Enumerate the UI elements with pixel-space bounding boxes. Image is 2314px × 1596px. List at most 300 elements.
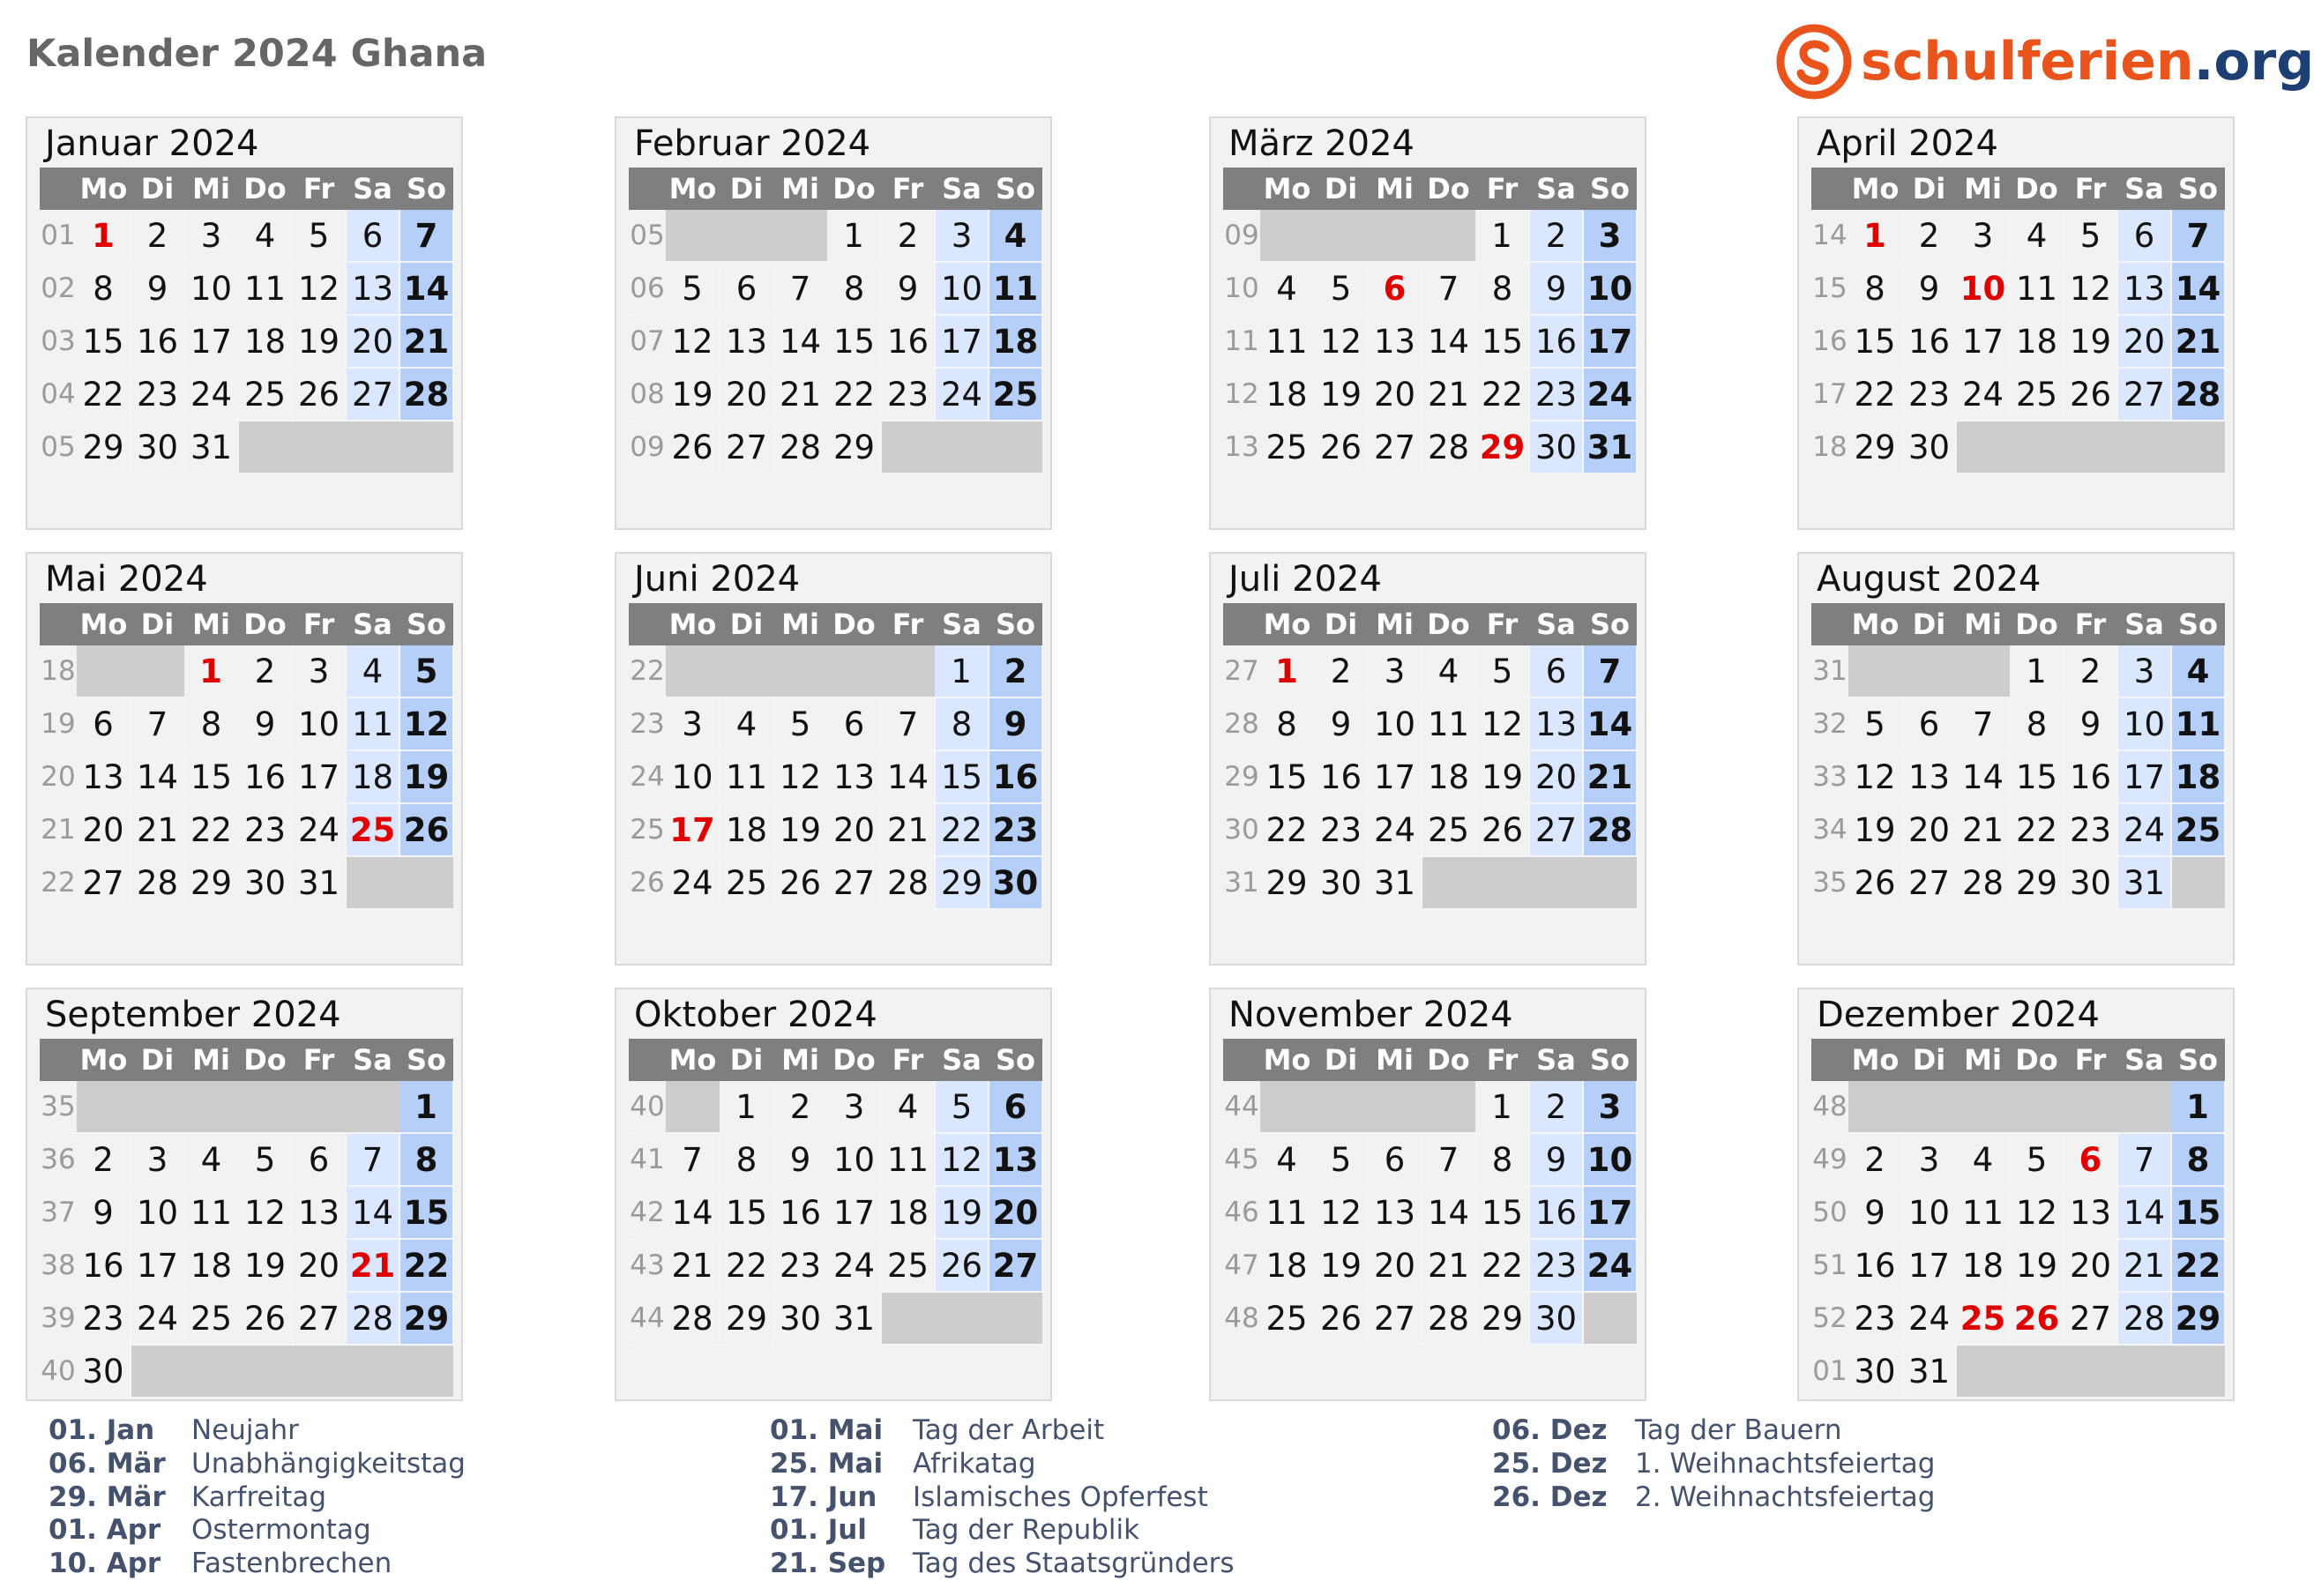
day-cell: 29 — [184, 856, 238, 909]
day-cell: 20 — [989, 1186, 1042, 1239]
empty-cell — [935, 1292, 989, 1345]
day-cell: 29 — [2171, 1292, 2225, 1345]
empty-cell — [1956, 1081, 2010, 1133]
month-title: März 2024 — [1228, 123, 1415, 164]
day-cell: 10 — [666, 750, 720, 803]
weekday-header: Do — [2010, 1039, 2064, 1081]
day-cell: 31 — [2117, 856, 2171, 909]
weekday-header: Do — [827, 168, 881, 210]
day-cell: 19 — [238, 1239, 292, 1292]
week-number: 47 — [1223, 1239, 1260, 1292]
day-cell: 28 — [1583, 803, 1637, 856]
empty-cell — [184, 1081, 238, 1133]
holiday-entry — [49, 1414, 466, 1448]
week-row — [1223, 803, 1637, 856]
week-row — [1223, 210, 1637, 262]
day-cell: 15 — [184, 750, 238, 803]
day-cell: 10 — [1583, 1133, 1637, 1186]
day-cell: 8 — [935, 697, 989, 750]
day-cell: 14 — [1956, 750, 2010, 803]
week-row — [1811, 645, 2225, 697]
week-row — [1811, 210, 2225, 262]
day-cell: 13 — [827, 750, 881, 803]
holiday-day-cell: 6 — [1368, 262, 1422, 315]
day-cell: 16 — [131, 315, 184, 368]
weekday-header: Do — [1422, 603, 1475, 645]
week-number: 48 — [1811, 1081, 1848, 1133]
weekday-header: Di — [131, 1039, 184, 1081]
weekday-header: Di — [131, 168, 184, 210]
day-cell: 25 — [989, 368, 1042, 421]
week-number: 23 — [629, 697, 666, 750]
month-calendar — [1797, 552, 2235, 966]
week-row — [1223, 474, 1637, 526]
empty-cell — [666, 1081, 720, 1133]
weekday-header: Mi — [773, 603, 827, 645]
blank-row — [629, 909, 1042, 961]
week-number: 36 — [40, 1133, 77, 1186]
weekday-header: Mi — [1368, 1039, 1422, 1081]
day-cell: 30 — [238, 856, 292, 909]
week-row — [1811, 315, 2225, 368]
day-cell: 16 — [1902, 315, 1956, 368]
day-cell: 13 — [1902, 750, 1956, 803]
week-row — [40, 262, 453, 315]
day-cell: 13 — [1529, 697, 1583, 750]
day-cell: 27 — [989, 1239, 1042, 1292]
weekday-header: Do — [827, 1039, 881, 1081]
day-cell: 15 — [720, 1186, 773, 1239]
day-cell: 24 — [184, 368, 238, 421]
week-row — [629, 368, 1042, 421]
day-cell: 16 — [2064, 750, 2117, 803]
holiday-day-cell: 1 — [184, 645, 238, 697]
month-grid — [629, 1039, 1043, 1397]
week-row — [40, 803, 453, 856]
day-cell: 11 — [184, 1186, 238, 1239]
month-calendar — [1209, 988, 1646, 1401]
day-cell: 11 — [346, 697, 399, 750]
day-cell: 11 — [1260, 315, 1314, 368]
empty-cell — [346, 1081, 399, 1133]
empty-cell — [989, 1292, 1042, 1345]
blank-row — [1223, 474, 1637, 526]
day-cell: 12 — [238, 1186, 292, 1239]
holiday-day-cell: 17 — [666, 803, 720, 856]
day-cell: 20 — [827, 803, 881, 856]
week-row — [1811, 262, 2225, 315]
empty-cell — [720, 645, 773, 697]
week-number: 49 — [1811, 1133, 1848, 1186]
day-cell: 21 — [399, 315, 453, 368]
empty-cell — [1902, 1081, 1956, 1133]
day-cell: 18 — [238, 315, 292, 368]
empty-cell — [77, 645, 131, 697]
weekday-header: Mo — [1848, 1039, 1902, 1081]
day-cell: 19 — [399, 750, 453, 803]
day-cell: 22 — [1475, 1239, 1529, 1292]
day-cell: 16 — [1848, 1239, 1902, 1292]
empty-cell — [292, 421, 346, 474]
schulferien-logo[interactable] — [1774, 18, 2314, 106]
week-number: 44 — [629, 1292, 666, 1345]
week-number-header — [1811, 1039, 1848, 1081]
week-row — [1223, 645, 1637, 697]
day-cell: 26 — [1314, 421, 1368, 474]
holiday-date: 06. Dez — [1492, 1414, 1608, 1446]
empty-cell — [1422, 210, 1475, 262]
week-row — [40, 421, 453, 474]
day-cell: 20 — [1368, 368, 1422, 421]
weekday-header: Di — [720, 1039, 773, 1081]
weekday-header: Sa — [2117, 603, 2171, 645]
empty-cell — [346, 421, 399, 474]
week-number: 35 — [1811, 856, 1848, 909]
weekday-header: Mi — [773, 168, 827, 210]
day-cell: 17 — [1583, 1186, 1637, 1239]
day-cell: 20 — [1902, 803, 1956, 856]
day-cell: 28 — [773, 421, 827, 474]
week-number-header — [1223, 1039, 1260, 1081]
day-cell: 15 — [2010, 750, 2064, 803]
month-grid — [629, 603, 1043, 961]
day-cell: 29 — [1260, 856, 1314, 909]
holiday-entry — [49, 1548, 466, 1581]
day-cell: 29 — [77, 421, 131, 474]
day-cell: 6 — [827, 697, 881, 750]
day-cell: 19 — [2010, 1239, 2064, 1292]
month-calendar — [26, 988, 463, 1401]
week-number: 15 — [1811, 262, 1848, 315]
day-cell: 13 — [77, 750, 131, 803]
holiday-date: 01. Mai — [770, 1414, 884, 1446]
day-cell: 26 — [2064, 368, 2117, 421]
weekday-header: Sa — [935, 1039, 989, 1081]
month-grid — [1223, 603, 1638, 961]
day-cell: 2 — [773, 1081, 827, 1133]
holiday-day-cell: 21 — [346, 1239, 399, 1292]
weekday-header: Di — [1314, 168, 1368, 210]
holiday-entry — [49, 1448, 466, 1481]
day-cell: 23 — [2064, 803, 2117, 856]
week-number: 41 — [629, 1133, 666, 1186]
weekday-header: Di — [1902, 603, 1956, 645]
day-cell: 10 — [184, 262, 238, 315]
week-row — [629, 697, 1042, 750]
holiday-name: Karfreitag — [191, 1480, 327, 1513]
empty-cell — [238, 1081, 292, 1133]
month-calendar — [615, 116, 1052, 530]
week-number: 01 — [1811, 1345, 1848, 1398]
day-cell: 18 — [2010, 315, 2064, 368]
day-cell: 1 — [1475, 1081, 1529, 1133]
day-cell: 16 — [1314, 750, 1368, 803]
day-cell: 17 — [292, 750, 346, 803]
week-row — [629, 1186, 1042, 1239]
day-cell: 15 — [827, 315, 881, 368]
day-cell: 22 — [827, 368, 881, 421]
day-cell: 18 — [184, 1239, 238, 1292]
day-cell: 17 — [1956, 315, 2010, 368]
day-cell: 20 — [2117, 315, 2171, 368]
week-row — [629, 909, 1042, 961]
day-cell: 27 — [1902, 856, 1956, 909]
week-row — [1223, 697, 1637, 750]
empty-cell — [666, 645, 720, 697]
week-row — [629, 803, 1042, 856]
empty-cell — [1368, 210, 1422, 262]
day-cell: 26 — [1475, 803, 1529, 856]
holiday-day-cell: 25 — [346, 803, 399, 856]
day-cell: 7 — [1422, 1133, 1475, 1186]
day-cell: 10 — [1902, 1186, 1956, 1239]
week-number: 02 — [40, 262, 77, 315]
week-number: 29 — [1223, 750, 1260, 803]
holiday-date: 17. Jun — [770, 1480, 877, 1513]
month-title: Januar 2024 — [45, 123, 259, 164]
holiday-entry — [770, 1514, 1235, 1548]
day-cell: 26 — [935, 1239, 989, 1292]
weekday-header: Mo — [77, 1039, 131, 1081]
holiday-entry — [49, 1481, 466, 1515]
day-cell: 27 — [2064, 1292, 2117, 1345]
day-cell: 30 — [77, 1345, 131, 1398]
empty-cell — [238, 1345, 292, 1398]
week-number-header — [1811, 603, 1848, 645]
day-cell: 5 — [2064, 210, 2117, 262]
month-grid — [1811, 1039, 2226, 1398]
day-cell: 8 — [399, 1133, 453, 1186]
blank-row — [629, 474, 1042, 526]
weekday-header: So — [1583, 1039, 1637, 1081]
weekday-header: Fr — [881, 1039, 935, 1081]
holiday-name: Ostermontag — [191, 1514, 371, 1547]
day-cell: 21 — [1956, 803, 2010, 856]
day-cell: 19 — [1848, 803, 1902, 856]
day-cell: 24 — [2117, 803, 2171, 856]
week-number: 31 — [1223, 856, 1260, 909]
week-number: 38 — [40, 1239, 77, 1292]
day-cell: 3 — [184, 210, 238, 262]
empty-cell — [935, 421, 989, 474]
weekday-header: Mi — [184, 603, 238, 645]
week-row — [40, 368, 453, 421]
day-cell: 29 — [399, 1292, 453, 1345]
empty-cell — [881, 421, 935, 474]
week-number: 22 — [40, 856, 77, 909]
day-cell: 14 — [131, 750, 184, 803]
week-number-header — [629, 1039, 666, 1081]
holiday-date: 25. Mai — [770, 1447, 884, 1480]
day-cell: 13 — [292, 1186, 346, 1239]
empty-cell — [1529, 856, 1583, 909]
day-cell: 14 — [1583, 697, 1637, 750]
holiday-date: 01. Apr — [49, 1514, 161, 1547]
day-cell: 4 — [1260, 262, 1314, 315]
day-cell: 29 — [827, 421, 881, 474]
day-cell: 22 — [1475, 368, 1529, 421]
week-number: 05 — [629, 210, 666, 262]
week-row — [1223, 1186, 1637, 1239]
day-cell: 2 — [1529, 1081, 1583, 1133]
day-cell: 3 — [1956, 210, 2010, 262]
day-cell: 21 — [773, 368, 827, 421]
week-row — [1811, 1292, 2225, 1345]
day-cell: 22 — [184, 803, 238, 856]
weekday-header-row — [40, 1039, 453, 1081]
holiday-name: Neujahr — [191, 1414, 299, 1446]
empty-cell — [184, 1345, 238, 1398]
day-cell: 26 — [1314, 1292, 1368, 1345]
week-number: 06 — [629, 262, 666, 315]
day-cell: 28 — [131, 856, 184, 909]
day-cell: 22 — [720, 1239, 773, 1292]
week-number: 24 — [629, 750, 666, 803]
empty-cell — [1902, 645, 1956, 697]
weekday-header: Di — [131, 603, 184, 645]
month-calendar — [26, 116, 463, 530]
day-cell: 3 — [1583, 1081, 1637, 1133]
weekday-header-row — [629, 168, 1042, 210]
week-number: 05 — [40, 421, 77, 474]
day-cell: 30 — [1314, 856, 1368, 909]
week-number: 40 — [40, 1345, 77, 1398]
day-cell: 27 — [1368, 1292, 1422, 1345]
day-cell: 14 — [1422, 315, 1475, 368]
holiday-name: Tag der Arbeit — [913, 1414, 1105, 1446]
day-cell: 14 — [773, 315, 827, 368]
day-cell: 27 — [1529, 803, 1583, 856]
week-number-header — [1223, 168, 1260, 210]
week-row — [629, 315, 1042, 368]
week-row — [629, 262, 1042, 315]
day-cell: 31 — [1902, 1345, 1956, 1398]
holiday-entry — [1492, 1414, 1936, 1448]
blank-row — [1811, 909, 2225, 961]
blank-row — [1811, 474, 2225, 526]
empty-cell — [1956, 1345, 2010, 1398]
day-cell: 21 — [2171, 315, 2225, 368]
day-cell: 9 — [1529, 262, 1583, 315]
week-number: 12 — [1223, 368, 1260, 421]
day-cell: 30 — [1529, 421, 1583, 474]
week-row — [1811, 1186, 2225, 1239]
day-cell: 14 — [399, 262, 453, 315]
week-row — [629, 1239, 1042, 1292]
day-cell: 19 — [666, 368, 720, 421]
week-number: 17 — [1811, 368, 1848, 421]
day-cell: 28 — [2171, 368, 2225, 421]
holiday-day-cell: 1 — [77, 210, 131, 262]
day-cell: 22 — [2171, 1239, 2225, 1292]
day-cell: 21 — [1422, 1239, 1475, 1292]
day-cell: 18 — [346, 750, 399, 803]
week-row — [1811, 368, 2225, 421]
day-cell: 28 — [666, 1292, 720, 1345]
weekday-header: Mi — [773, 1039, 827, 1081]
day-cell: 12 — [935, 1133, 989, 1186]
holiday-date: 01. Jan — [49, 1414, 155, 1446]
blank-row — [1223, 909, 1637, 961]
weekday-header: Mo — [1848, 603, 1902, 645]
day-cell: 24 — [935, 368, 989, 421]
day-cell: 29 — [720, 1292, 773, 1345]
day-cell: 26 — [399, 803, 453, 856]
day-cell: 26 — [1848, 856, 1902, 909]
weekday-header: Mo — [1260, 603, 1314, 645]
day-cell: 26 — [238, 1292, 292, 1345]
week-row — [40, 315, 453, 368]
day-cell: 10 — [1368, 697, 1422, 750]
week-row — [1223, 1345, 1637, 1397]
empty-cell — [2064, 1345, 2117, 1398]
day-cell: 17 — [1368, 750, 1422, 803]
day-cell: 22 — [2010, 803, 2064, 856]
day-cell: 5 — [238, 1133, 292, 1186]
day-cell: 7 — [773, 262, 827, 315]
weekday-header-row — [40, 603, 453, 645]
weekday-header: Fr — [292, 603, 346, 645]
weekday-header: Mi — [1956, 168, 2010, 210]
logo-text-domain: .org — [2193, 31, 2314, 93]
holiday-list-column-1 — [49, 1414, 466, 1581]
day-cell: 23 — [1314, 803, 1368, 856]
day-cell: 20 — [1368, 1239, 1422, 1292]
day-cell: 21 — [2117, 1239, 2171, 1292]
day-cell: 26 — [666, 421, 720, 474]
day-cell: 3 — [1583, 210, 1637, 262]
day-cell: 6 — [346, 210, 399, 262]
weekday-header: Di — [720, 603, 773, 645]
day-cell: 14 — [2171, 262, 2225, 315]
holiday-name: Unabhängigkeitstag — [191, 1447, 466, 1480]
weekday-header: Mo — [1260, 1039, 1314, 1081]
week-number: 08 — [629, 368, 666, 421]
day-cell: 21 — [131, 803, 184, 856]
day-cell: 27 — [1368, 421, 1422, 474]
day-cell: 18 — [2171, 750, 2225, 803]
day-cell: 4 — [989, 210, 1042, 262]
week-row — [629, 1292, 1042, 1345]
week-row — [1223, 421, 1637, 474]
day-cell: 9 — [238, 697, 292, 750]
week-row — [1811, 803, 2225, 856]
month-title: Mai 2024 — [45, 559, 208, 600]
month-title: April 2024 — [1817, 123, 1998, 164]
day-cell: 23 — [881, 368, 935, 421]
week-row — [629, 1345, 1042, 1397]
day-cell: 23 — [1529, 368, 1583, 421]
week-number-header — [629, 168, 666, 210]
day-cell: 5 — [773, 697, 827, 750]
week-number: 18 — [40, 645, 77, 697]
week-row — [40, 1239, 453, 1292]
day-cell: 13 — [989, 1133, 1042, 1186]
day-cell: 12 — [1314, 315, 1368, 368]
day-cell: 3 — [935, 210, 989, 262]
holiday-day-cell: 29 — [1475, 421, 1529, 474]
day-cell: 18 — [1260, 368, 1314, 421]
empty-cell — [1475, 856, 1529, 909]
holiday-entry — [770, 1548, 1235, 1581]
day-cell: 28 — [1956, 856, 2010, 909]
day-cell: 7 — [2171, 210, 2225, 262]
day-cell: 5 — [399, 645, 453, 697]
day-cell: 18 — [1422, 750, 1475, 803]
holiday-name: Tag der Republik — [913, 1514, 1140, 1547]
day-cell: 13 — [2064, 1186, 2117, 1239]
day-cell: 21 — [881, 803, 935, 856]
